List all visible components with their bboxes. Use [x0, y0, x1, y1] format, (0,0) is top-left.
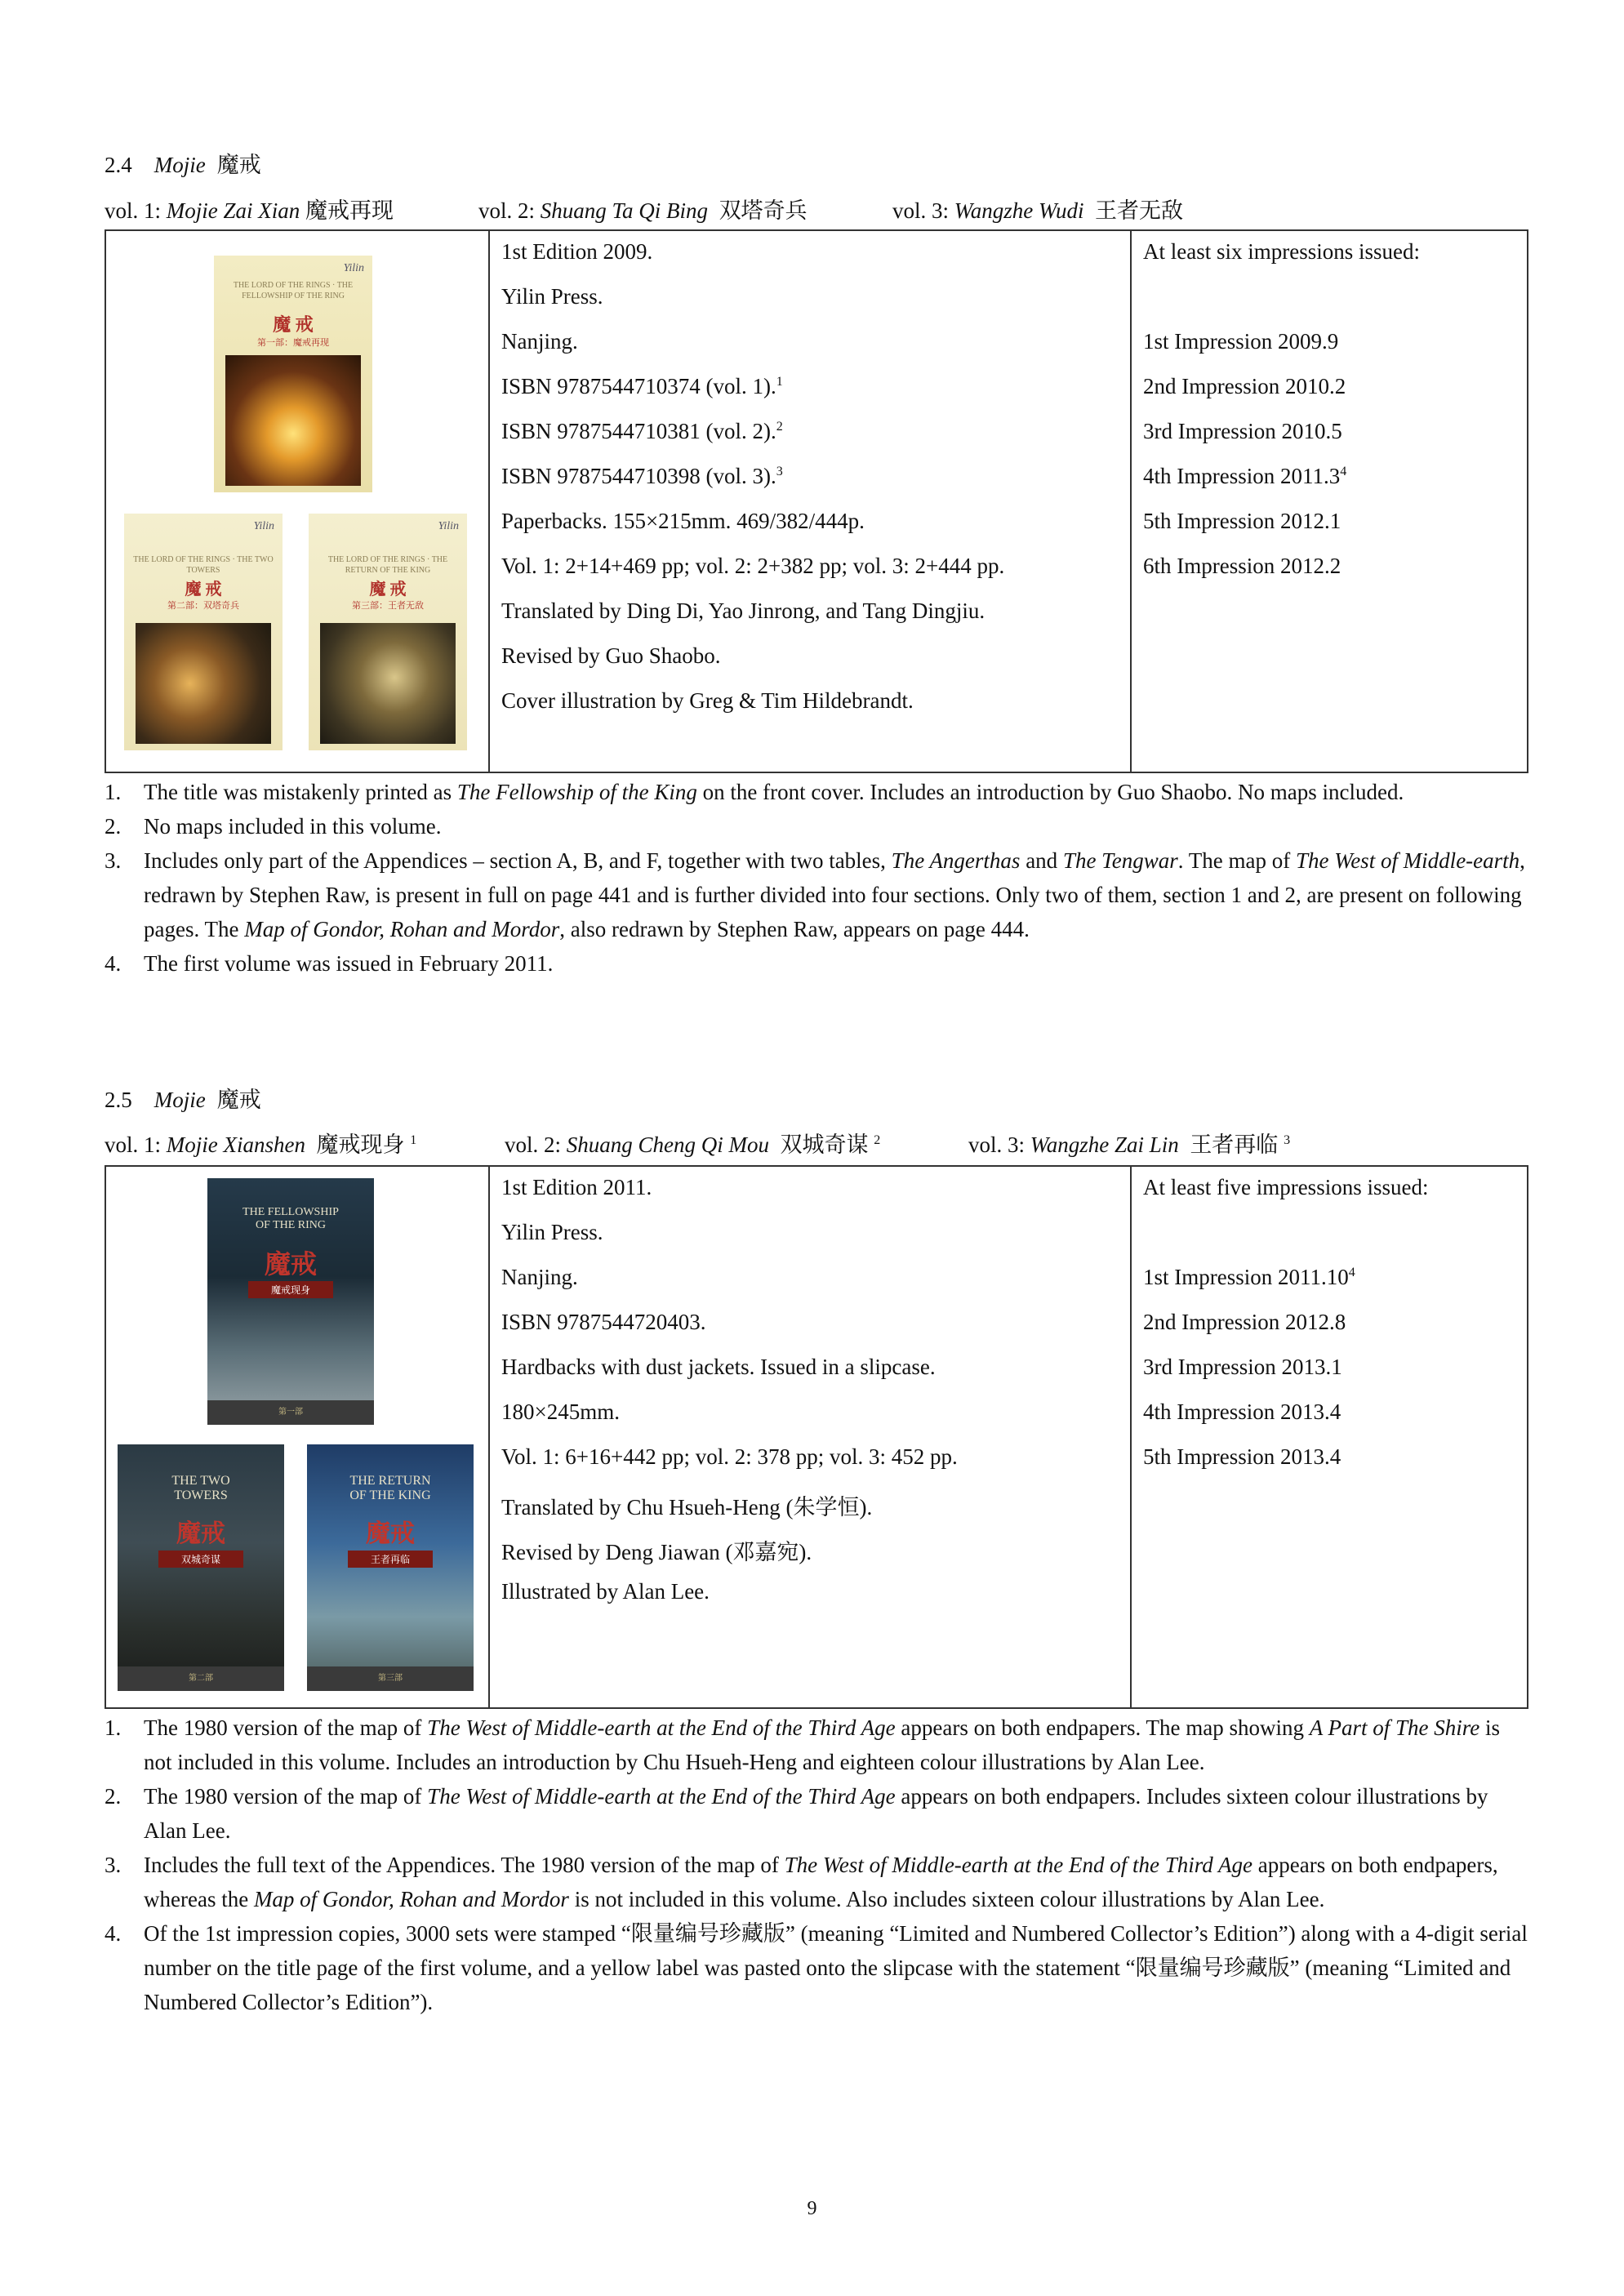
cover-illustration: [136, 623, 271, 744]
impressions-heading: At least five impressions issued:: [1143, 1175, 1429, 1199]
footnote-text: The first volume was issued in February 2011.: [144, 951, 554, 976]
footnote: [105, 946, 1528, 981]
impression-line: 3rd Impression 2010.5: [1143, 419, 1342, 443]
volume-titles-2-4: [105, 193, 1525, 222]
cover-images-cell: [106, 1167, 490, 1707]
detail-line: 1st Edition 2011.: [501, 1175, 652, 1199]
detail-line: ISBN 9787544710398 (vol. 3).$^3$: [501, 464, 783, 488]
detail-line: Translated by Chu Hsueh-Heng (朱学恒).: [501, 1495, 873, 1520]
detail-line: Translated by Ding Di, Yao Jinrong, and Tang Dingjiu.: [501, 598, 986, 623]
footnote-text: and: [1020, 848, 1063, 873]
impression-line: 2nd Impression 2010.2: [1143, 374, 1346, 398]
cover-illustration: [320, 623, 456, 744]
impression-line: 3rd Impression 2013.1: [1143, 1355, 1342, 1379]
detail-line: Cover illustration by Greg & Tim Hildebrandt.: [501, 688, 914, 713]
footnote-text: . The map of: [1177, 848, 1296, 873]
section-title: Mojie: [154, 1088, 206, 1112]
detail-line: Hardbacks with dust jackets. Issued in a slipcase.: [501, 1355, 936, 1379]
detail-line: 180×245mm.: [501, 1399, 620, 1424]
footnote-text: The title was mistakenly printed as: [144, 780, 457, 804]
impression-line: 4th Impression 2013.4: [1143, 1399, 1341, 1424]
impression-line: 5th Impression 2012.1: [1143, 509, 1341, 533]
footnote-italic-text: The West of Middle-earth at the End of the Third Age: [427, 1784, 896, 1809]
footnotes-2-4: [105, 775, 1528, 981]
volume-title: vol. 3: Wangzhe Wudi 王者无敌: [892, 198, 1184, 223]
footnote-number: 4.: [105, 951, 122, 976]
footnote-italic-text: The Tengwar: [1062, 848, 1178, 873]
footnote-number: 4.: [105, 1921, 122, 1946]
footnote-number: 2.: [105, 814, 122, 839]
detail-line: ISBN 9787544710374 (vol. 1).$^1$: [501, 374, 783, 398]
section-number: 2.5: [105, 1088, 132, 1112]
footnote-text: No maps included in this volume.: [144, 814, 442, 839]
detail-line: ISBN 9787544720403.: [501, 1310, 706, 1334]
volume-title: vol. 1: Mojie Zai Xian 魔戒再现: [105, 198, 394, 223]
section-title-cn: 魔戒: [216, 1088, 261, 1112]
impression-line: 5th Impression 2013.4: [1143, 1444, 1341, 1469]
footnote-italic-text: The Angerthas: [891, 848, 1021, 873]
cover-illustration: [225, 355, 361, 486]
impression-line: 1st Impression 2011.10$^4$: [1143, 1265, 1355, 1289]
footnote-text: is not included in this volume. Also includes sixteen colour illustrations by Alan Lee.: [568, 1887, 1325, 1911]
detail-line: Illustrated by Alan Lee.: [501, 1579, 710, 1604]
footnote-text: , also redrawn by Stephen Raw, appears on page 444.: [559, 917, 1030, 941]
footnotes-2-5: [105, 1711, 1528, 2019]
detail-line: Yilin Press.: [501, 284, 603, 309]
volume-titles-2-5: [105, 1127, 1525, 1156]
volume-title: vol. 1: Mojie Xianshen 魔戒现身 $^1$: [105, 1132, 417, 1157]
volume-title: vol. 2: Shuang Cheng Qi Mou 双城奇谋 $^2$: [505, 1132, 881, 1157]
footnote-number: 1.: [105, 780, 122, 804]
detail-line: Nanjing.: [501, 1265, 578, 1289]
footnote: [105, 1848, 1528, 1916]
footnote-text: appears on both endpapers. Includes sixteen colour illustrations by Alan Lee.: [144, 1784, 1488, 1843]
page-number: 9: [807, 2198, 817, 2219]
section-heading-2-5: [105, 1082, 261, 1114]
footnote-number: 1.: [105, 1715, 122, 1740]
volume-title: vol. 2: Shuang Ta Qi Bing 双塔奇兵: [478, 198, 808, 223]
footnote-italic-text: Map of Gondor, Rohan and Mordor: [244, 917, 560, 941]
footnote: [105, 1711, 1528, 1779]
book-cover-image: THE TWO TOWERS 魔戒 双城奇谋 第二部: [118, 1444, 284, 1691]
impression-line: 6th Impression 2012.2: [1143, 554, 1341, 578]
footnote-text: is not included in this volume. Includes an introduction by Chu Hsueh-Heng and eighteen colour illustrations by Alan Lee.: [144, 1715, 1501, 1774]
footnote: [105, 1916, 1528, 2019]
section-number: 2.4: [105, 153, 132, 177]
detail-line: Yilin Press.: [501, 1220, 603, 1244]
detail-line: 1st Edition 2009.: [501, 239, 653, 264]
footnote: [105, 809, 1528, 843]
detail-line: Paperbacks. 155×215mm. 469/382/444p.: [501, 509, 865, 533]
footnote-text: The 1980 version of the map of: [144, 1715, 428, 1740]
section-heading-2-4: [105, 147, 261, 179]
impressions-cell: [1132, 231, 1527, 772]
footnote-text: Includes only part of the Appendices – section A, B, and F, together with two tables,: [144, 848, 892, 873]
edition-details-cell: [490, 231, 1132, 772]
footnote-text: The 1980 version of the map of: [144, 1784, 428, 1809]
book-cover-image: Yilin THE LORD OF THE RINGS · THE FELLOWSHIP OF THE RING 魔 戒 第一部：魔戒再现: [214, 256, 372, 492]
cover-images-cell: [106, 231, 490, 772]
footnote: [105, 843, 1528, 946]
book-cover-image: Yilin THE LORD OF THE RINGS · THE RETURN OF THE KING 魔 戒 第三部：王者无敌: [309, 514, 467, 750]
edition-table-2-5: [105, 1165, 1528, 1709]
impression-line: 2nd Impression 2012.8: [1143, 1310, 1346, 1334]
impressions-cell: [1132, 1167, 1527, 1707]
footnote-number: 3.: [105, 848, 122, 873]
footnote-text: appears on both endpapers. The map showing: [895, 1715, 1310, 1740]
detail-line: Revised by Guo Shaobo.: [501, 643, 721, 668]
footnote-italic-text: The West of Middle-earth at the End of the Third Age: [427, 1715, 896, 1740]
volume-title: vol. 3: Wangzhe Zai Lin 王者再临 $^3$: [968, 1132, 1291, 1157]
footnote: [105, 1779, 1528, 1848]
impression-line: 4th Impression 2011.3$^4$: [1143, 464, 1347, 488]
detail-line: Vol. 1: 6+16+442 pp; vol. 2: 378 pp; vol. 3: 452 pp.: [501, 1444, 958, 1469]
footnote-text: appears on both endpapers, whereas the: [144, 1853, 1498, 1911]
edition-table-2-4: [105, 229, 1528, 773]
book-cover-image: THE RETURN OF THE KING 魔戒 王者再临 第三部: [307, 1444, 474, 1691]
footnote-text: on the front cover. Includes an introduction by Guo Shaobo. No maps included.: [696, 780, 1404, 804]
footnote-text: , redrawn by Stephen Raw, is present in full on page 441 and is further divided into four sections. Only two of them, section 1 and 2, are present on following pages. The: [144, 848, 1525, 941]
edition-details-cell: [490, 1167, 1132, 1707]
footnote-italic-text: Map of Gondor, Rohan and Mordor: [253, 1887, 569, 1911]
footnote-italic-text: The West of Middle-earth at the End of the Third Age: [784, 1853, 1253, 1877]
footnote-text: Includes the full text of the Appendices. The 1980 version of the map of: [144, 1853, 785, 1877]
footnote-number: 3.: [105, 1853, 122, 1877]
book-cover-image: THE FELLOWSHIP OF THE RING 魔戒 魔戒现身 第一部: [207, 1178, 374, 1425]
footnote-number: 2.: [105, 1784, 122, 1809]
detail-line: Nanjing.: [501, 329, 578, 354]
detail-line: ISBN 9787544710381 (vol. 2).$^2$: [501, 419, 783, 443]
book-cover-image: Yilin THE LORD OF THE RINGS · THE TWO TOWERS 魔 戒 第二部：双塔奇兵: [124, 514, 283, 750]
section-title-cn: 魔戒: [216, 153, 261, 177]
impression-line: 1st Impression 2009.9: [1143, 329, 1339, 354]
footnote-italic-text: The West of Middle-earth: [1295, 848, 1520, 873]
footnote: [105, 775, 1528, 809]
footnote-italic-text: The Fellowship of the King: [456, 780, 697, 804]
detail-line: Revised by Deng Jiawan (邓嘉宛).: [501, 1540, 812, 1564]
footnote-italic-text: A Part of The Shire: [1309, 1715, 1480, 1740]
footnote-text: Of the 1st impression copies, 3000 sets were stamped “限量编号珍藏版” (meaning “Limited and Numbered Collector’s Edition”) along with a 4-digit serial number on the title page of the first volume, and a yellow label was pasted onto the slipcase with the statement “限量编号珍藏版” (meaning “Limited and Numbered Collector’s Edition”).: [144, 1921, 1528, 2014]
section-title: Mojie: [154, 153, 206, 177]
detail-line: Vol. 1: 2+14+469 pp; vol. 2: 2+382 pp; vol. 3: 2+444 pp.: [501, 554, 1005, 578]
impressions-heading: At least six impressions issued:: [1143, 239, 1420, 264]
